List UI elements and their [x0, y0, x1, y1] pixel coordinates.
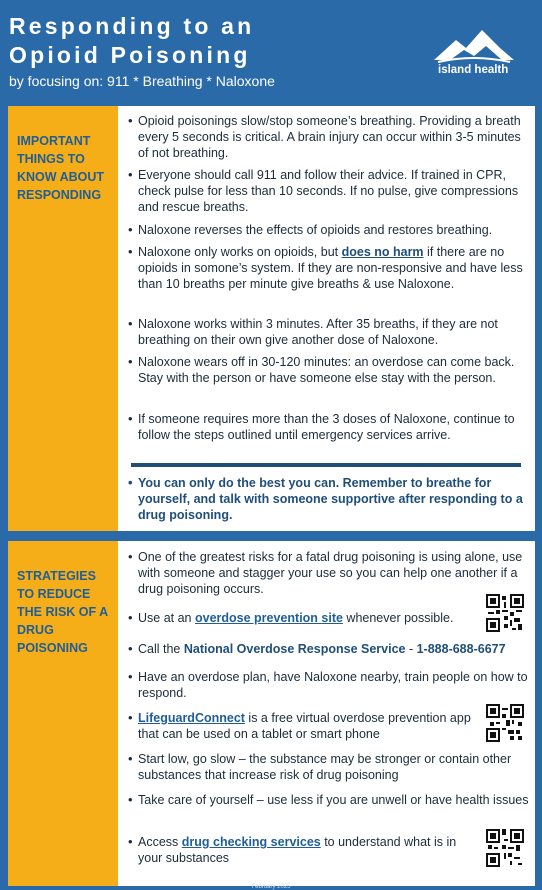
footer-date: February 2025	[251, 884, 291, 890]
drug-checking-services-link[interactable]: drug checking services	[181, 835, 321, 849]
item-text: Use at an	[138, 611, 195, 625]
item-text: whenever possible.	[342, 611, 454, 625]
list-item	[126, 610, 475, 626]
section-label-bar	[8, 541, 118, 886]
section-label: STRATEGIES TO REDUCE THE RISK OF A DRUG POISONING	[17, 569, 108, 655]
list-item: • Have an overdose plan, have Naloxone nearby, train people on how to respond.	[126, 669, 533, 701]
nors-phone: 1-888-688-6677	[416, 642, 506, 656]
qr-code-icon	[486, 704, 524, 742]
section-label-bar	[8, 106, 118, 531]
qr-code-icon[interactable]	[486, 829, 524, 867]
qr-code-icon[interactable]	[486, 704, 524, 742]
divider	[131, 463, 521, 467]
strategies-panel	[8, 541, 535, 886]
list-item: • Naloxone works within 3 minutes. After 35 breaths, if they are not breathing on their own give another dose of Naloxone.	[126, 316, 533, 348]
item-text: to understand what is in your substances	[138, 835, 457, 865]
list-item: • Naloxone reverses the effects of opioids and restores breathing.	[126, 222, 533, 238]
header	[0, 0, 542, 104]
list-item: • If someone requires more than the 3 doses of Naloxone, continue to follow the steps outlined until emergency services arrive.	[126, 411, 533, 443]
item-text: -	[405, 642, 417, 656]
subtitle: by focusing on: 911 * Breathing * Naloxone	[9, 73, 275, 89]
list-item	[126, 834, 475, 866]
list-item	[126, 641, 541, 657]
list-item: • Naloxone wears off in 30-120 minutes: an overdose can come back. Stay with the person or have someone else stay with the person.	[126, 354, 533, 386]
qr-code-icon	[486, 829, 524, 867]
item-text: is a free virtual overdose prevention app that can be used on a tablet or smart phone	[138, 711, 471, 741]
logo-text: island health	[438, 64, 509, 76]
important-things-panel	[8, 106, 535, 531]
list-item: • Start low, go slow – the substance may be stronger or contain other substances that increase risk of drug poisoning	[126, 751, 533, 783]
qr-code-icon	[486, 594, 524, 632]
title-line-1: Responding to an	[9, 13, 255, 39]
list-item: • One of the greatest risks for a fatal drug poisoning is using alone, use with someone and stagger your use so you can help one another if a drug poisoning occurs.	[126, 549, 533, 597]
item-text: Naloxone only works on opioids, but	[138, 245, 342, 259]
does-no-harm-emphasis: does no harm	[341, 245, 424, 259]
item-text: Access	[138, 835, 182, 849]
title-line-2: Opioid Poisoning	[9, 42, 251, 68]
list-item: • Opioid poisonings slow/stop someone’s breathing. Providing a breath every 5 seconds is critical. A brain injury can occur within 3-5 minutes of not breathing.	[126, 113, 533, 161]
qr-code-icon[interactable]	[486, 594, 524, 632]
list-item	[126, 710, 475, 742]
list-item	[126, 244, 533, 292]
overdose-prevention-site-link[interactable]: overdose prevention site	[194, 611, 343, 625]
item-text: if there are no opioids in somone’s system. If they are non-responsive and have less than 10 breaths per minute give breaths & use Naloxone.	[138, 245, 523, 291]
lifeguard-connect-link[interactable]: LifeguardConnect	[138, 711, 245, 725]
list-item: • Take care of yourself – use less if you are unwell or have health issues	[126, 792, 533, 808]
item-text: Call the	[138, 642, 184, 656]
nors-name: National Overdose Response Service	[183, 642, 406, 656]
list-item-highlight: • You can only do the best you can. Remember to breathe for yourself, and talk with someone supportive after responding to a drug poisoning.	[126, 475, 533, 523]
section-label: IMPORTANT THINGS TO KNOW ABOUT RESPONDING	[17, 134, 105, 202]
list-item: • Everyone should call 911 and follow their advice. If trained in CPR, check pulse for less than 10 seconds. If no pulse, give compressions and rescue breaths.	[126, 167, 533, 215]
